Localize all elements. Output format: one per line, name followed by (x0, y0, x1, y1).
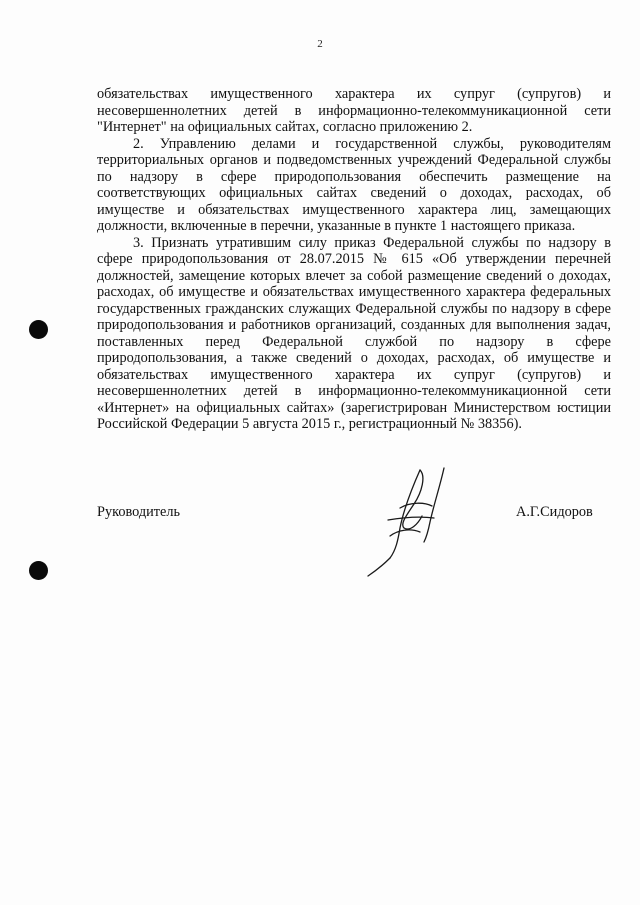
punch-hole-bottom (29, 561, 48, 580)
handwritten-signature (360, 458, 470, 578)
page-number: 2 (317, 38, 323, 50)
signatory-name: А.Г.Сидоров (516, 504, 593, 520)
signatory-title: Руководитель (97, 504, 181, 520)
paragraph-continuation: обязательствах имущественного характера их супруг (супругов) и несовершеннолетних детей в информационно-телекоммуникационной сети "Интернет" на официальных сайтах, согласно приложению 2. (97, 86, 611, 135)
document-body (97, 86, 611, 433)
punch-hole-top (29, 320, 48, 339)
paragraph-item-3: 3. Признать утратившим силу приказ Федеральной службы по надзору в сфере природопользования от 28.07.2015 № 615 «Об утверждении перечней должностей, замещение которых влечет за собой размещение сведений о доходах, расходах, об имуществе и обязательствах имущественного характера федеральных государственных гражданских служащих Федеральной службы по надзору в сфере природопользования и работников организаций, созданных для выполнения задач, поставленных перед Федеральной службой по надзору в сфере природопользования, а также сведений о доходах, расходах, об имуществе и обязательствах имущественного характера их супруг (супругов) и несовершеннолетних детей в информационно-телекоммуникационной сети «Интернет» на официальных сайтах» (зарегистрирован Министерством юстиции Российской Федерации 5 августа 2015 г., регистрационный № 38356). (97, 234, 611, 432)
paragraph-item-2: 2. Управлению делами и государственной службы, руководителям территориальных органов и подведомственных учреждений Федеральной службы по надзору в сфере природопользования обеспечить размещение на соответствующих официальных сайтах сведений о доходах, расходах, об имуществе и обязательствах имущественного характера лиц, замещающих должности, включенные в перечни, указанные в пункте 1 настоящего приказа. (97, 135, 611, 234)
